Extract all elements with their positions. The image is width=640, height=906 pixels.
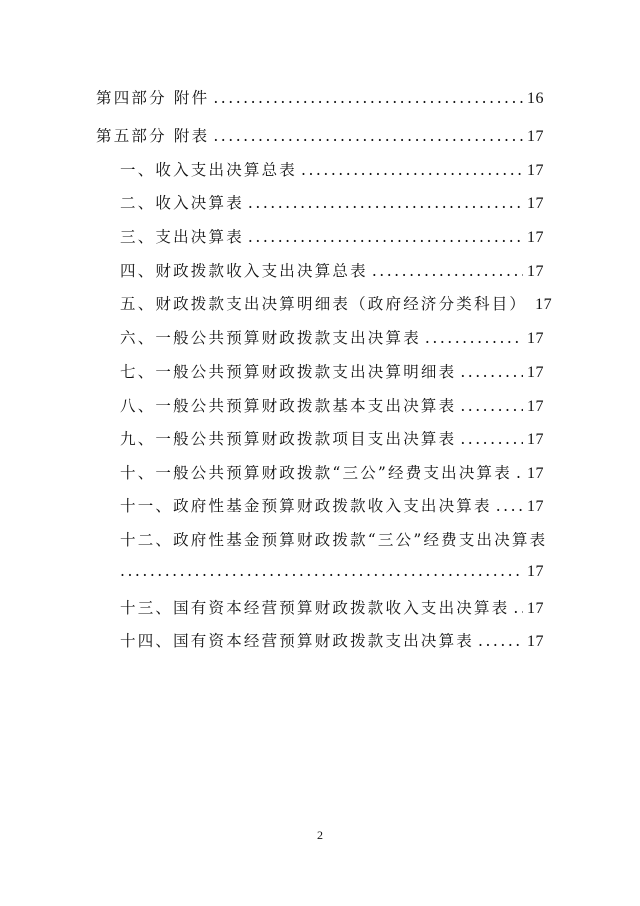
toc-entry-item[interactable] [120,191,544,213]
dot-leader [425,329,523,347]
toc-entry-page: 17 [527,431,544,448]
toc-entry-part5[interactable] [96,124,544,146]
toc-entry-item[interactable] [120,360,544,382]
toc-entry-page: 17 [527,263,544,280]
dot-leader [460,397,523,415]
toc-entry-label: 第五部分 附表 [96,127,210,145]
toc-entry-item[interactable] [120,528,548,550]
toc-entry-item[interactable] [120,158,544,180]
toc-entry-label: 十、一般公共预算财政拨款“三公”经费支出决算表 [120,464,512,482]
dot-leader [513,599,523,617]
dot-leader [213,127,523,145]
page-number: 2 [317,828,323,842]
toc-entry-item[interactable] [120,629,544,651]
toc-entry-label: 七、一般公共预算财政拨款支出决算明细表 [120,363,457,381]
toc-entry-label: 十四、国有资本经营预算财政拨款支出决算表 [120,632,475,650]
toc-entry-page: 17 [527,330,544,347]
toc-entry-label: 十三、国有资本经营预算财政拨款收入支出决算表 [120,599,510,617]
toc-entry-label: 六、一般公共预算财政拨款支出决算表 [120,329,421,347]
toc-entry-page: 17 [527,398,544,415]
dot-leader [248,194,523,212]
toc-entry-item[interactable] [120,259,544,281]
toc-entry-page: 17 [527,465,544,482]
toc-entry-page: 17 [527,364,544,381]
dot-leader [213,89,523,107]
toc-entry-item[interactable] [120,326,544,348]
dot-leader [516,464,523,482]
dot-leader [478,632,523,650]
toc-entry-part4[interactable] [96,86,544,108]
toc-entry-label: 第四部分 附件 [96,89,210,107]
toc-entry-label: 二、收入决算表 [120,194,244,212]
toc-entry-label: 一、收入支出决算总表 [120,161,298,179]
toc-entry-item[interactable] [120,461,544,483]
dot-leader [372,262,523,280]
toc-entry-page: 17 [527,633,544,650]
toc-entry-item[interactable] [120,427,544,449]
toc-entry-item[interactable] [120,596,544,618]
toc-entry-item-continuation[interactable] [120,562,544,581]
toc-entry-label: 九、一般公共预算财政拨款项目支出决算表 [120,430,457,448]
toc-entry-page: 17 [527,128,544,145]
toc-entry-label: 三、支出决算表 [120,228,244,246]
toc-entry-page: 17 [527,498,544,515]
toc-entry-item[interactable] [120,494,544,516]
dot-leader [120,562,523,580]
toc-entry-item[interactable] [120,394,544,416]
toc-entry-item[interactable] [120,292,553,314]
toc-entry-page: 17 [527,195,544,212]
dot-leader [460,430,523,448]
toc-entry-label: 十二、政府性基金预算财政拨款“三公”经费支出决算表 [120,531,548,549]
toc-entry-page: 16 [527,90,544,107]
toc-entry-page: 17 [535,296,553,313]
dot-leader [460,363,523,381]
toc-entry-page: 17 [527,229,544,246]
toc-entry-label: 四、财政拨款收入支出决算总表 [120,262,368,280]
toc-entry-page: 17 [527,563,544,580]
toc-entry-label: 十一、政府性基金预算财政拨款收入支出决算表 [120,497,492,515]
toc-entry-page: 17 [527,600,544,617]
toc-entry-label: 五、财政拨款支出决算明细表（政府经济分类科目） [120,295,528,313]
toc-entry-page: 17 [527,162,544,179]
dot-leader [248,228,523,246]
toc-entry-label: 八、一般公共预算财政拨款基本支出决算表 [120,397,457,415]
dot-leader [496,497,523,515]
toc-entry-item[interactable] [120,225,544,247]
dot-leader [301,161,523,179]
